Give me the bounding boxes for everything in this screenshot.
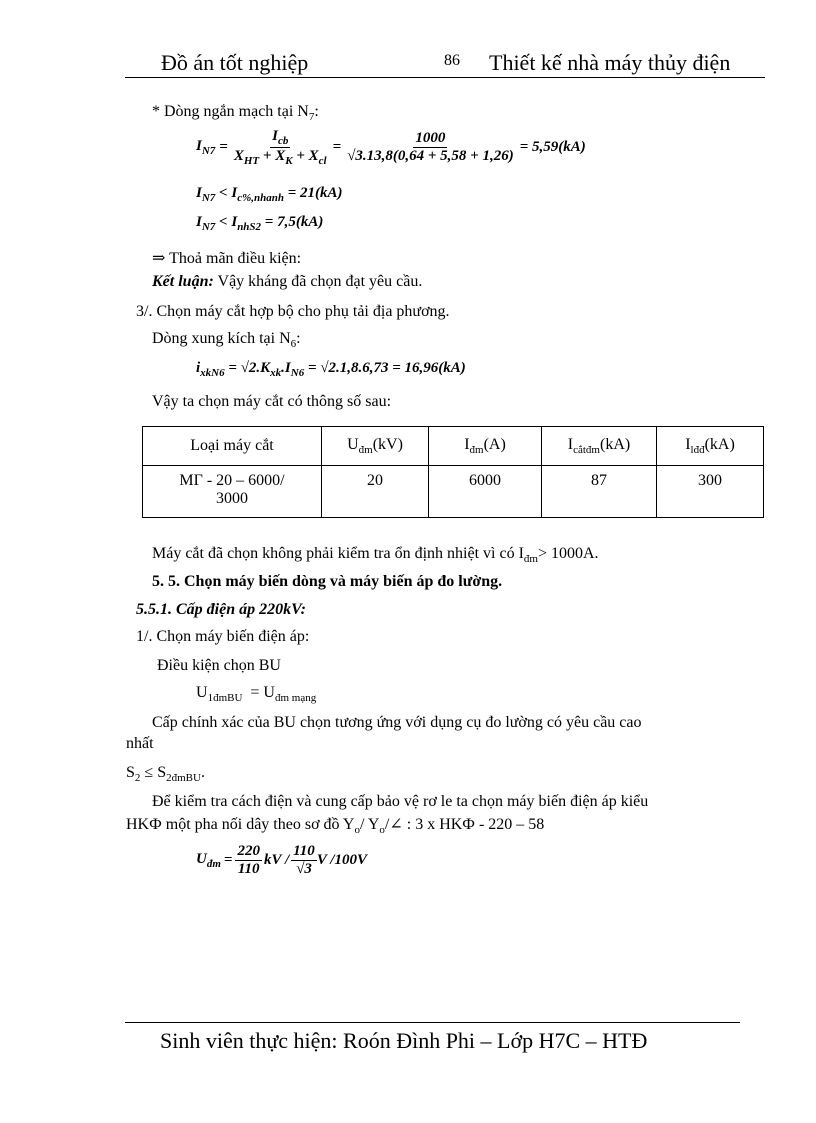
eq1-frac-2: $\frac{1000}{√3.13,8(0,64 + 5,58 + 1,26)}$ [347, 130, 514, 164]
conclusion: Kết luận: Vậy kháng đã chọn đạt yêu cầu. [152, 273, 423, 290]
table-cell: 300 [657, 466, 764, 518]
u1-equation: $U_{1đmBU} = U_{đm mạng}$ [196, 684, 317, 705]
udm-frac-1: $\frac{220}{110}$ [237, 843, 260, 877]
accuracy-line-1: Cấp chính xác của BU chọn tương ứng với dụng cụ đo lường có yêu cầu cao [152, 714, 642, 731]
eq1-result: = 5,59(kA) [519, 139, 586, 155]
breaker-table [142, 426, 764, 518]
table-header-cell: Loại máy cắt [143, 427, 322, 466]
select-breaker-line: Vậy ta chọn máy cắt có thông số sau: [152, 393, 392, 410]
section-5-5-1: 5.5.1. Cấp điện áp 220kV: [136, 601, 306, 618]
table-header-cell: $I_{cắtđm}(kA)$ [542, 427, 657, 466]
equation-4: $i_{xkN6} = √2.K_{xk}.I_{N6} = √2.1,8.6,73 = 16,96(kA)$ [196, 360, 466, 379]
satisfied-line: ⇒ Thoả mãn điều kiện: [152, 250, 302, 267]
impulse-current-line: Dòng xung kích tại $N_6$: [152, 330, 301, 351]
header-left: Đồ án tốt nghiệp [161, 50, 309, 75]
footer-rule [125, 1022, 740, 1023]
insulation-line-2: HKФ một pha nối dây theo sơ đồ $Y_o/$ $Y_o/\angle$ : 3 x HKФ - 220 – 58 [126, 816, 545, 837]
table-cell-type: MГ - 20 – 6000/ 3000 [143, 466, 322, 518]
item-3: 3/. Chọn máy cắt hợp bộ cho phụ tải địa phương. [136, 303, 450, 320]
insulation-line-1: Để kiểm tra cách điện và cung cấp bảo vệ rơ le ta chọn máy biến điện áp kiểu [152, 793, 649, 810]
item-1: 1/. Chọn máy biến điện áp: [136, 628, 310, 645]
s2-condition: $S_2 \le S_{2đmBU}$. [126, 764, 205, 785]
header-rule [125, 77, 765, 78]
table-header-row [143, 427, 764, 466]
accuracy-line-2: nhất [126, 735, 154, 752]
footer-text: Sinh viên thực hiện: Roón Đình Phi – Lớp H7C – HTĐ [160, 1028, 648, 1053]
eq1-frac-1: $\frac{I_{cb}}{X_{HT} + X_K + X_{cl}}$ [233, 128, 327, 167]
condition-bu: Điều kiện chọn BU [157, 657, 281, 674]
section-5-5: 5. 5. Chọn máy biến dòng và máy biến áp đo lường. [152, 573, 503, 590]
table-row [143, 466, 764, 518]
udm-frac-2: $\frac{110}{√3}$ [293, 843, 315, 877]
table-header-cell: $I_{lđđ}(kA)$ [657, 427, 764, 466]
table-cell: 6000 [429, 466, 542, 518]
equation-3: $I_{N7} < I_{nhS2} = 7,5(kA)$ [196, 214, 324, 233]
table-cell: 87 [542, 466, 657, 518]
equation-2: $I_{N7} < I_{c\%,nhanh} = 21(kA)$ [196, 185, 343, 204]
udm-equation: $U_{đm}$ = $\frac{220}{110}$ kV / $\frac{110}{√3}$ V /100V [196, 843, 367, 877]
table-header-cell: $U_{đm}(kV)$ [322, 427, 429, 466]
no-thermal-check: Máy cắt đã chọn không phải kiểm tra ổn định nhiệt vì có $I_{đm}> 1000A$. [152, 545, 599, 566]
short-circuit-heading: * Dòng ngắn mạch tại $N_7$: [152, 103, 319, 124]
table-header-cell: $I_{đm}(A)$ [429, 427, 542, 466]
page-number: 86 [444, 52, 460, 69]
header-right: Thiết kế nhà máy thủy điện [489, 50, 731, 75]
eq1-lhs: $I_{N7}$ [196, 138, 216, 157]
equation-1: $I_{N7}$ = $\frac{I_{cb}}{X_{HT} + X_K + X_{cl}}$ = $\frac{1000}{√3.13,8(0,64 + 5,58 + 1,26)}$ = 5,59(kA) [196, 128, 586, 167]
table-cell: 20 [322, 466, 429, 518]
